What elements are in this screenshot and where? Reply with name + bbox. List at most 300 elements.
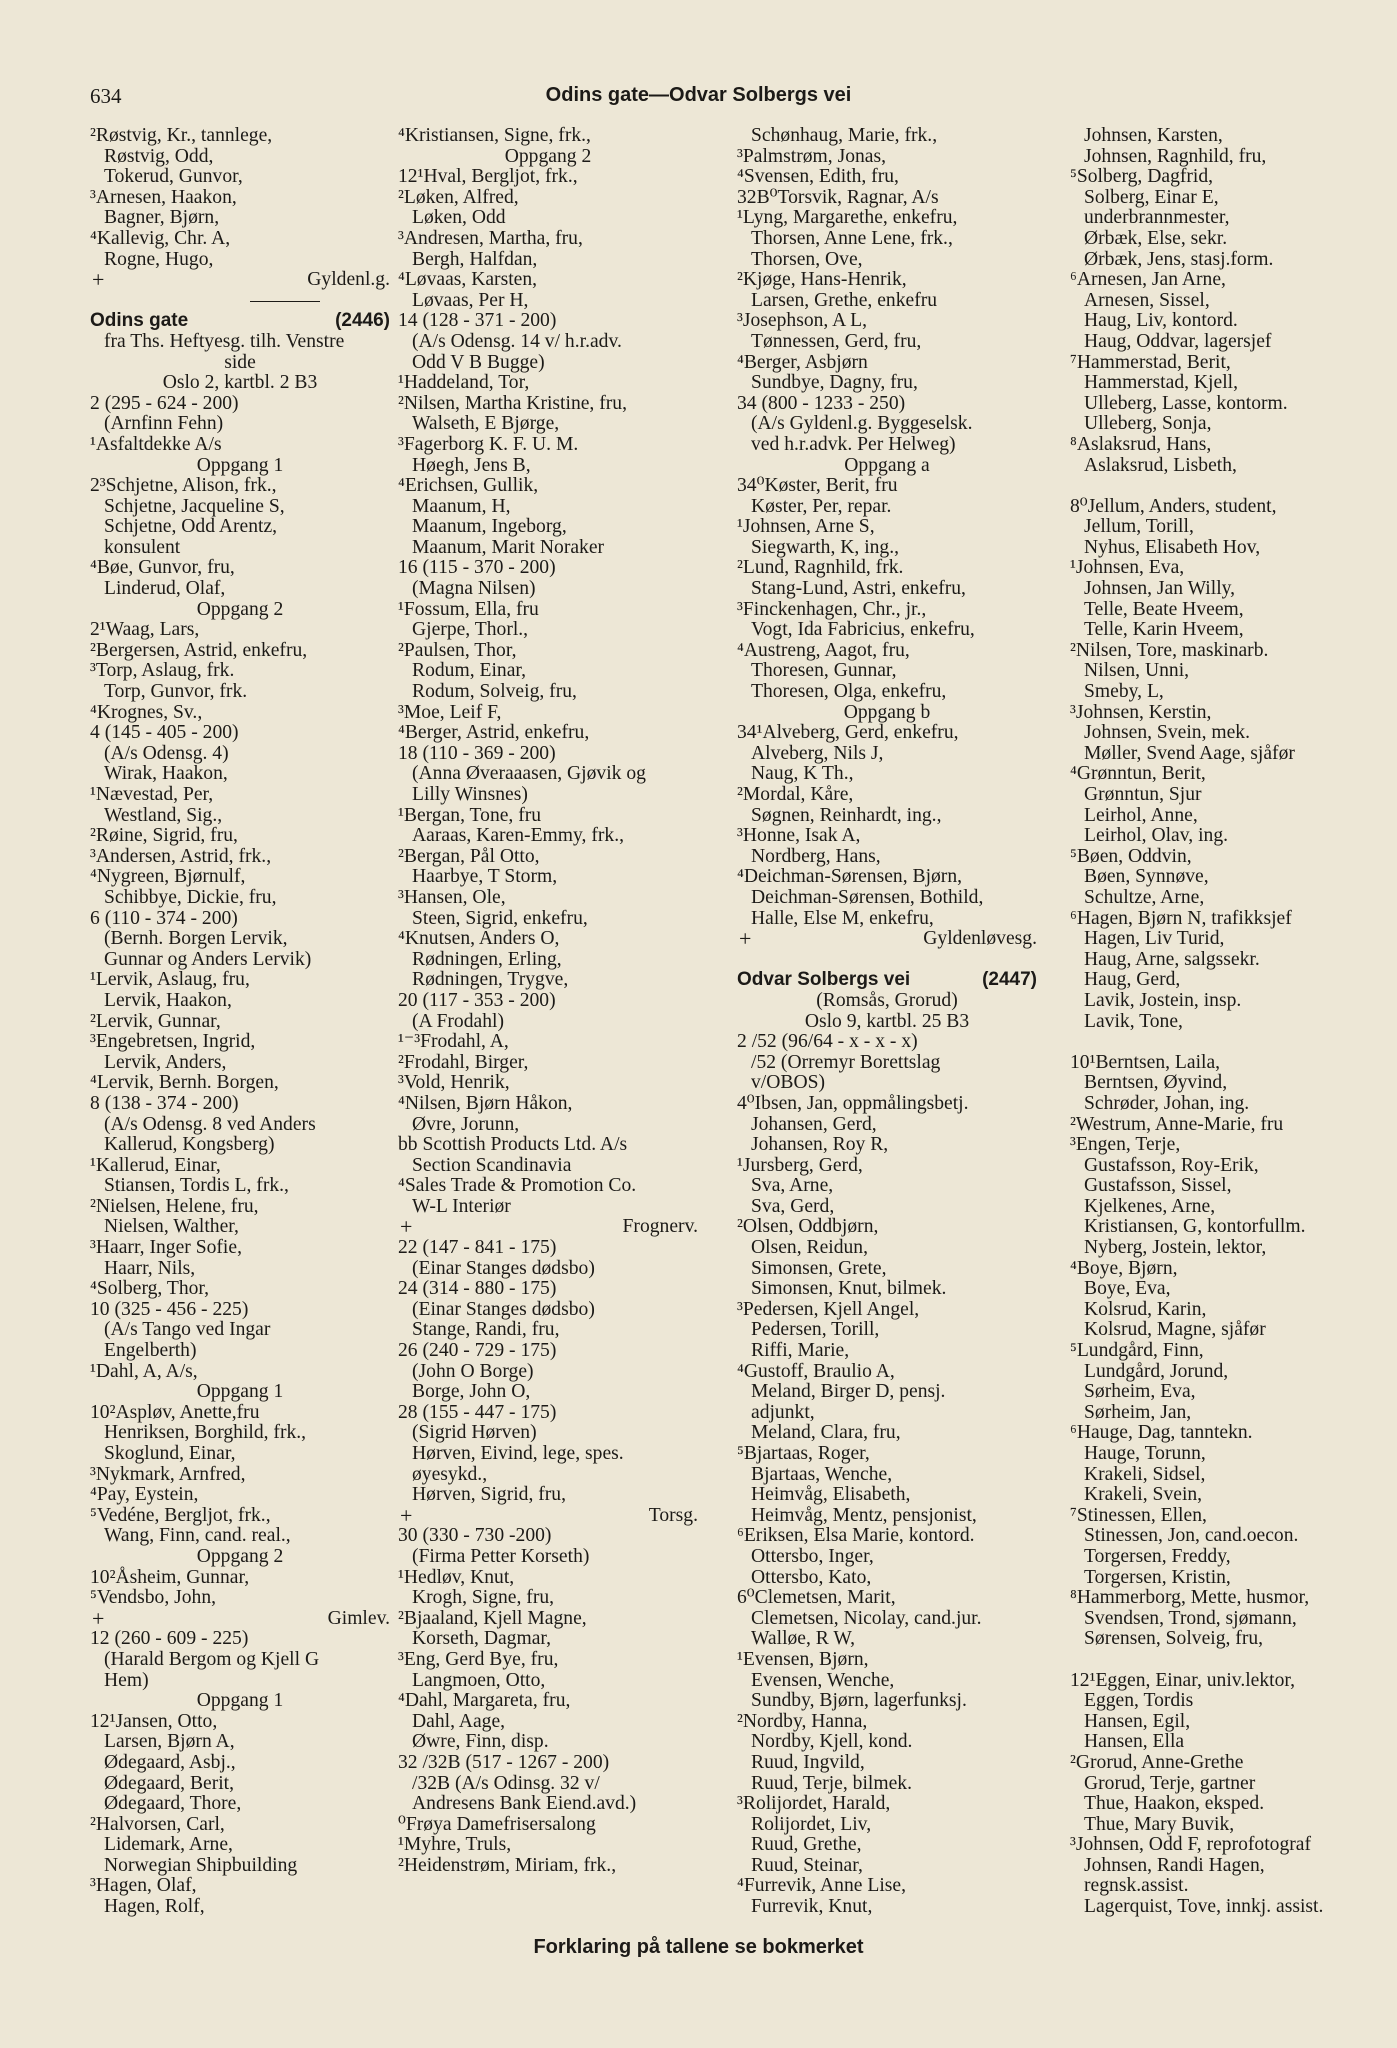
directory-entry: ⁵Solberg, Dagfrid,	[1070, 166, 1214, 188]
directory-entry: Bergh, Halfdan,	[412, 248, 538, 270]
directory-entry: Heimvåg, Mentz, pensjonist,	[751, 1504, 977, 1526]
directory-entry: ⁴Kristiansen, Signe, frk.,	[398, 125, 591, 146]
section-label: Oslo 9, kartbl. 25 B3	[804, 1010, 970, 1032]
directory-entry: Rodum, Einar,	[412, 660, 527, 682]
directory-entry: ⁴Bøe, Gunvor, fru,	[90, 557, 235, 579]
directory-entry: Kolsrud, Karin,	[1084, 1298, 1207, 1320]
directory-entry: bb Scottish Products Ltd. A/s	[398, 1134, 628, 1156]
directory-entry: 10¹Berntsen, Laila,	[1070, 1051, 1221, 1073]
directory-entry: ⁴Nilsen, Bjørn Håkon,	[398, 1092, 573, 1114]
directory-entry: Johnsen, Randi Hagen,	[1084, 1854, 1265, 1876]
directory-entry: Bøen, Synnøve,	[1084, 866, 1209, 888]
directory-entry: ⁴Boye, Bjørn,	[1070, 1257, 1178, 1279]
directory-entry: ²Olsen, Oddbjørn,	[737, 1216, 879, 1238]
cross-street	[398, 1502, 698, 1528]
directory-entry: Ruud, Grethe,	[751, 1834, 862, 1856]
directory-entry: ²Røine, Sigrid, fru,	[90, 825, 238, 847]
cross-street	[737, 926, 1037, 952]
directory-entry: ²Nilsen, Martha Kristine, fru,	[398, 392, 627, 414]
directory-entry: Westland, Sig.,	[104, 804, 223, 826]
directory-entry: ³Pedersen, Kjell Angel,	[737, 1298, 920, 1320]
directory-entry: Grorud, Terje, gartner	[1084, 1772, 1256, 1794]
directory-entry: ²Lund, Ragnhild, frk.	[737, 557, 904, 579]
directory-entry: ⁴Krognes, Sv.,	[90, 701, 203, 723]
directory-entry: Thoresen, Gunnar,	[751, 660, 897, 682]
directory-entry: Maanum, H,	[412, 495, 511, 517]
directory-entry: Ulleberg, Sonja,	[1084, 413, 1212, 435]
directory-entry: Borge, John O,	[412, 1381, 531, 1403]
cross-street	[90, 267, 390, 293]
directory-entry: ⁴Lervik, Bernh. Borgen,	[90, 1072, 279, 1094]
directory-entry: (Einar Stanges dødsbo)	[412, 1257, 595, 1279]
street-heading	[737, 970, 1037, 991]
spacer	[1070, 476, 1370, 497]
directory-entry: 24 (314 - 880 - 175)	[398, 1278, 557, 1300]
directory-entry: Engelberth)	[104, 1340, 197, 1362]
directory-entry: ¹Nævestad, Per,	[90, 784, 214, 805]
directory-entry: Hørven, Sigrid, fru,	[412, 1484, 567, 1506]
directory-entry: Haug, Liv, kontord.	[1084, 310, 1238, 332]
cross-street-name: Gimlev.	[327, 1607, 390, 1629]
directory-entry: Section Scandinavia	[412, 1154, 572, 1176]
directory-entry: Kristiansen, G, kontorfullm.	[1084, 1216, 1306, 1238]
directory-entry: 12¹Jansen, Otto,	[90, 1710, 218, 1732]
directory-entry: ¹Haddeland, Tor,	[398, 372, 530, 394]
cross-street	[398, 1214, 698, 1240]
section-label: side	[224, 351, 256, 373]
directory-entry: Kallerud, Kongsberg)	[104, 1134, 275, 1156]
directory-entry: Thoresen, Olga, enkefru,	[751, 681, 947, 703]
directory-entry: ²Røstvig, Kr., tannlege,	[90, 125, 273, 146]
directory-entry: Gustafsson, Roy-Erik,	[1084, 1154, 1259, 1176]
running-title: Odins gate—Odvar Solbergs vei	[545, 84, 852, 106]
page-number: 634	[90, 84, 122, 108]
directory-entry: ²Bergan, Pål Otto,	[398, 845, 540, 867]
directory-entry: Sørheim, Eva,	[1084, 1381, 1196, 1403]
directory-entry: ³Nykmark, Arnfred,	[90, 1463, 246, 1485]
directory-entry: Odd V B Bugge)	[412, 351, 545, 373]
directory-entry: Wang, Finn, cand. real.,	[104, 1525, 291, 1547]
directory-entry: ²Halvorsen, Carl,	[90, 1813, 225, 1835]
directory-entry: Stange, Randi, fru,	[412, 1319, 560, 1341]
directory-entry: Rødningen, Trygve,	[412, 969, 569, 991]
directory-entry: (Firma Petter Korseth)	[412, 1545, 590, 1567]
directory-entry: Haarr, Nils,	[104, 1257, 196, 1279]
directory-entry: Thorsen, Ove,	[751, 248, 863, 270]
directory-entry: Leirhol, Anne,	[1084, 804, 1198, 826]
directory-entry: Ruud, Steinar,	[751, 1854, 863, 1876]
directory-entry: Skoglund, Einar,	[104, 1443, 236, 1464]
directory-entry: ¹Lyng, Margarethe, enkefru,	[737, 207, 958, 229]
directory-entry: ⁶Eriksen, Elsa Marie, kontord.	[737, 1525, 975, 1547]
directory-entry: 10²Åsheim, Gunnar,	[90, 1566, 250, 1588]
directory-entry: ³Johnsen, Odd F, reprofotograf	[1070, 1834, 1312, 1856]
directory-entry: Grønntun, Sjur	[1084, 784, 1202, 805]
section-label: Oppgang a	[844, 454, 930, 476]
directory-entry: Thue, Mary Buvik,	[1084, 1813, 1235, 1835]
directory-entry: Solberg, Einar E,	[1084, 186, 1219, 208]
directory-entry: Halle, Else M, enkefru,	[751, 907, 934, 929]
directory-entry: Langmoen, Otto,	[412, 1669, 546, 1691]
directory-entry: Maanum, Marit Noraker	[412, 536, 605, 558]
directory-entry: ¹Lervik, Aslaug, fru,	[90, 969, 250, 991]
directory-entry: ³Andersen, Astrid, frk.,	[90, 845, 272, 867]
directory-entry: (A Frodahl)	[412, 1010, 504, 1032]
directory-entry: Smeby, L,	[1084, 681, 1164, 703]
section-label: Oslo 2, kartbl. 2 B3	[162, 372, 318, 394]
directory-entry: Nyberg, Jostein, lektor,	[1084, 1237, 1267, 1259]
directory-entry: Maanum, Ingeborg,	[412, 516, 567, 538]
cross-street-name: Gyldenløvesg.	[923, 928, 1037, 950]
directory-entry: /52 (Orremyr Borettslag	[751, 1051, 941, 1073]
directory-entry: 18 (110 - 369 - 200)	[398, 742, 556, 764]
directory-entry: (Harald Bergom og Kjell G	[104, 1648, 320, 1670]
directory-entry: Lavik, Tone,	[1084, 1010, 1183, 1032]
directory-entry: Torp, Gunvor, frk.	[104, 681, 248, 703]
directory-entry: ³Rolijordet, Harald,	[737, 1793, 891, 1815]
directory-entry: /32B (A/s Odinsg. 32 v/	[412, 1772, 600, 1794]
directory-entry: Steen, Sigrid, enkefru,	[412, 907, 588, 929]
directory-entry: ⁵Bøen, Oddvin,	[1070, 845, 1192, 867]
directory-entry: ¹Jursberg, Gerd,	[737, 1154, 863, 1176]
directory-entry: ¹⁻³Frodahl, A,	[398, 1031, 509, 1053]
directory-entry: Hammerstad, Kjell,	[1084, 372, 1238, 394]
directory-entry: Olsen, Reidun,	[751, 1237, 869, 1259]
column-2	[398, 126, 698, 1876]
street-heading	[90, 311, 390, 332]
directory-entry: Sva, Gerd,	[751, 1195, 835, 1217]
directory-entry: Hagen, Liv Turid,	[1084, 928, 1225, 950]
directory-entry: Aaraas, Karen-Emmy, frk.,	[412, 825, 624, 847]
directory-entry: ⁴Austreng, Aagot, fru,	[737, 639, 910, 661]
directory-entry: regnsk.assist.	[1084, 1875, 1189, 1897]
directory-entry: Høegh, Jens B,	[412, 454, 531, 476]
directory-entry: ⁰Frøya Damefrisersalong	[398, 1813, 596, 1835]
directory-entry: Sva, Arne,	[751, 1175, 834, 1197]
directory-entry: ¹Johnsen, Eva,	[1070, 557, 1185, 579]
directory-entry: ⁵Vendsbo, John,	[90, 1587, 217, 1609]
directory-entry: ³Andresen, Martha, fru,	[398, 227, 583, 249]
directory-entry: Schultze, Arne,	[1084, 886, 1205, 908]
directory-entry: ⁶Hagen, Bjørn N, trafikksjef	[1070, 907, 1292, 929]
directory-entry: Telle, Beate Hveem,	[1084, 598, 1244, 620]
street-name: Odvar Solbergs vei	[737, 969, 911, 991]
directory-entry: Øvre, Jorunn,	[412, 1113, 520, 1135]
column-1	[90, 126, 390, 1918]
directory-entry: ⁴Løvaas, Karsten,	[398, 269, 538, 291]
directory-entry: ⁷Stinessen, Ellen,	[1070, 1504, 1207, 1526]
directory-entry: ³Finckenhagen, Chr., jr.,	[737, 598, 927, 620]
directory-entry: Bagner, Bjørn,	[104, 207, 220, 229]
cross-street-marker-icon: +	[92, 1605, 105, 1631]
directory-entry: Clemetsen, Nicolay, cand.jur.	[751, 1607, 982, 1629]
directory-entry: ³Engebretsen, Ingrid,	[90, 1031, 256, 1053]
directory-entry: (A/s Odensg. 8 ved Anders	[104, 1113, 316, 1135]
directory-entry: Gjerpe, Thorl.,	[412, 619, 529, 641]
directory-entry: adjunkt,	[751, 1401, 815, 1423]
directory-entry: Ødegaard, Asbj.,	[104, 1751, 236, 1773]
directory-entry: Øwre, Finn, disp.	[412, 1731, 549, 1753]
section-label: (Romsås, Grorud)	[816, 989, 958, 1011]
directory-entry: (Einar Stanges dødsbo)	[412, 1298, 595, 1320]
directory-entry: Ulleberg, Lasse, kontorm.	[1084, 392, 1288, 414]
directory-entry: Simonsen, Knut, bilmek.	[751, 1278, 947, 1300]
directory-entry: 14 (128 - 371 - 200)	[398, 310, 557, 332]
directory-entry: ¹Kallerud, Einar,	[90, 1154, 221, 1176]
directory-entry: Sørheim, Jan,	[1084, 1401, 1192, 1423]
directory-entry: Tokerud, Gunvor,	[104, 166, 243, 188]
directory-entry: Thue, Haakon, eksped.	[1084, 1793, 1265, 1815]
directory-entry: ³Johnsen, Kerstin,	[1070, 701, 1212, 723]
directory-entry: (Arnfinn Fehn)	[104, 413, 224, 435]
directory-entry: Korseth, Dagmar,	[412, 1628, 552, 1650]
directory-entry: (John O Borge)	[412, 1360, 534, 1382]
cross-street-name: Gyldenl.g.	[307, 269, 390, 291]
directory-entry: 2¹Waag, Lars,	[90, 619, 200, 641]
directory-entry: 4 (145 - 405 - 200)	[90, 722, 239, 744]
directory-entry: 10²Aspløv, Anette,fru	[90, 1401, 260, 1423]
cross-street-marker-icon: +	[400, 1214, 413, 1240]
section-label: Oppgang 2	[504, 145, 592, 167]
directory-entry: Telle, Karin Hveem,	[1084, 619, 1244, 641]
directory-entry: underbrannmester,	[1084, 207, 1230, 229]
directory-entry: Johnsen, Svein, mek.	[1084, 722, 1250, 744]
directory-entry: W-L Interiør	[412, 1195, 511, 1217]
directory-entry: Gunnar og Anders Lervik)	[104, 948, 312, 970]
directory-entry: ²Frodahl, Birger,	[398, 1051, 529, 1073]
divider	[90, 291, 390, 312]
directory-entry: Walløe, R W,	[751, 1628, 856, 1650]
directory-entry: ⁶Hauge, Dag, tanntekn.	[1070, 1422, 1253, 1444]
directory-entry: ⁴Deichman-Sørensen, Bjørn,	[737, 866, 963, 888]
directory-entry: Evensen, Wenche,	[751, 1669, 895, 1691]
directory-entry: Alveberg, Nils J,	[751, 742, 884, 764]
directory-entry: ³Torp, Aslaug, frk.	[90, 660, 235, 682]
column-4	[1070, 126, 1370, 1918]
directory-entry: Haug, Gerd,	[1084, 969, 1181, 991]
section-label: Oppgang 1	[196, 454, 284, 476]
directory-entry: 12¹Eggen, Einar, univ.lektor,	[1070, 1669, 1296, 1691]
directory-entry: 2³Schjetne, Alison, frk.,	[90, 475, 277, 497]
directory-entry: ³Honne, Isak A,	[737, 825, 861, 847]
directory-entry: 8⁰Jellum, Anders, student,	[1070, 495, 1277, 517]
directory-entry: Lagerquist, Tove, innkj. assist.	[1084, 1896, 1324, 1918]
directory-columns	[90, 126, 1375, 1926]
directory-entry: ³Vold, Henrik,	[398, 1072, 510, 1094]
directory-entry: ⁴Solberg, Thor,	[90, 1278, 210, 1300]
directory-entry: Ottersbo, Kato,	[751, 1566, 872, 1588]
spacer	[1070, 1032, 1370, 1053]
directory-entry: Nielsen, Walther,	[104, 1216, 239, 1238]
directory-entry: Ødegaard, Berit,	[104, 1772, 235, 1794]
cross-street-name: Torsg.	[648, 1504, 698, 1526]
directory-entry: Hagen, Rolf,	[104, 1896, 205, 1918]
directory-entry: Svendsen, Trond, sjømann,	[1084, 1607, 1297, 1629]
section-label: Oppgang 1	[196, 1381, 284, 1403]
directory-entry: Ruud, Terje, bilmek.	[751, 1772, 912, 1794]
directory-entry: Johansen, Roy R,	[751, 1134, 889, 1156]
directory-entry: Meland, Clara, fru,	[751, 1422, 901, 1444]
directory-entry: Nordberg, Hans,	[751, 845, 881, 867]
directory-entry: Tønnessen, Gerd, fru,	[751, 330, 922, 352]
directory-entry: Leirhol, Olav, ing.	[1084, 825, 1229, 847]
cross-street-marker-icon: +	[400, 1502, 413, 1528]
directory-entry: Lavik, Jostein, insp.	[1084, 989, 1242, 1011]
directory-entry: Schjetne, Jacqueline S,	[104, 495, 285, 517]
directory-entry: (A/s Tango ved Ingar	[104, 1319, 271, 1341]
directory-entry: ³Engen, Terje,	[1070, 1134, 1181, 1156]
directory-entry: Schjetne, Odd Arentz,	[104, 516, 278, 538]
directory-entry: Løken, Odd	[412, 207, 506, 229]
directory-entry: konsulent	[104, 536, 181, 558]
street-number: (2447)	[982, 969, 1037, 991]
cross-street-name: Frognerv.	[622, 1216, 698, 1238]
directory-entry: Hørven, Eivind, lege, spes.	[412, 1443, 624, 1464]
directory-entry: Johansen, Gerd,	[751, 1113, 877, 1135]
directory-entry: ⁸Aslaksrud, Hans,	[1070, 433, 1212, 455]
directory-entry: Torgersen, Freddy,	[1084, 1545, 1231, 1567]
directory-entry: Lervik, Haakon,	[104, 989, 232, 1011]
directory-entry: Johnsen, Ragnhild, fru,	[1084, 145, 1267, 167]
directory-entry: Torgersen, Kristin,	[1084, 1566, 1231, 1588]
directory-entry: 12 (260 - 609 - 225)	[90, 1628, 249, 1650]
section-label: Oppgang 2	[196, 1545, 284, 1567]
directory-entry: øyesykd.,	[412, 1463, 488, 1485]
directory-entry: Gustafsson, Sissel,	[1084, 1175, 1232, 1197]
directory-entry: ³Hagen, Olaf,	[90, 1875, 197, 1897]
directory-entry: Wirak, Haakon,	[104, 763, 228, 785]
directory-entry: Hem)	[104, 1669, 149, 1691]
directory-entry: ved h.r.advk. Per Helweg)	[751, 433, 956, 455]
directory-entry: (Anna Øveraaasen, Gjøvik og	[412, 763, 646, 785]
directory-entry: (Bernh. Borgen Lervik,	[104, 928, 288, 950]
directory-entry: ⁴Knutsen, Anders O,	[398, 928, 560, 950]
directory-entry: Boye, Eva,	[1084, 1278, 1171, 1300]
page-header	[0, 84, 1397, 116]
directory-entry: Lidemark, Arne,	[104, 1834, 233, 1856]
directory-entry: Ruud, Ingvild,	[751, 1751, 865, 1773]
directory-entry: ⁴Berger, Astrid, enkefru,	[398, 722, 590, 744]
directory-entry: Johnsen, Jan Willy,	[1084, 578, 1236, 600]
directory-entry: ⁴Kallevig, Chr. A,	[90, 227, 231, 249]
directory-entry: ²Lervik, Gunnar,	[90, 1010, 221, 1032]
directory-entry: Hansen, Egil,	[1084, 1710, 1191, 1732]
directory-entry: Løvaas, Per H,	[412, 289, 529, 311]
directory-entry: (A/s Odensg. 14 v/ h.r.adv.	[412, 330, 622, 352]
street-name: Odins gate	[90, 310, 189, 332]
directory-entry: 34⁰Køster, Berit, fru	[737, 475, 898, 497]
directory-entry: Stinessen, Jon, cand.oecon.	[1084, 1525, 1299, 1547]
directory-entry: (A/s Odensg. 4)	[104, 742, 229, 764]
directory-entry: 4⁰Ibsen, Jan, oppmålingsbetj.	[737, 1092, 969, 1114]
directory-entry: Kjelkenes, Arne,	[1084, 1195, 1216, 1217]
directory-entry: 22 (147 - 841 - 175)	[398, 1237, 557, 1259]
directory-entry: fra Ths. Heftyesg. tilh. Venstre	[104, 330, 345, 352]
directory-entry: ¹Fossum, Ella, fru	[398, 598, 539, 620]
directory-entry: Køster, Per, repar.	[751, 495, 892, 517]
directory-entry: 34¹Alveberg, Gerd, enkefru,	[737, 722, 959, 744]
directory-entry: ¹Myhre, Truls,	[398, 1834, 512, 1856]
directory-entry: Stang-Lund, Astri, enkefru,	[751, 578, 966, 600]
directory-entry: Schønhaug, Marie, frk.,	[751, 125, 938, 146]
directory-entry: 8 (138 - 374 - 200)	[90, 1092, 239, 1114]
directory-entry: Rolijordet, Liv,	[751, 1813, 872, 1835]
directory-entry: Walseth, E Bjørge,	[412, 413, 560, 435]
directory-entry: Schrøder, Johan, ing.	[1084, 1092, 1250, 1114]
directory-entry: 16 (115 - 370 - 200)	[398, 557, 556, 579]
directory-entry: Larsen, Grethe, enkefru	[751, 289, 938, 311]
directory-entry: ³Palmstrøm, Jonas,	[737, 145, 887, 167]
directory-entry: ²Løken, Alfred,	[398, 186, 519, 208]
directory-entry: Sørensen, Solveig, fru,	[1084, 1628, 1264, 1650]
directory-entry: Ødegaard, Thore,	[104, 1793, 242, 1815]
directory-entry: ²Kjøge, Hans-Henrik,	[737, 269, 907, 291]
directory-entry: ²Grorud, Anne-Grethe	[1070, 1751, 1244, 1773]
directory-entry: ²Heidenstrøm, Miriam, frk.,	[398, 1854, 617, 1876]
directory-entry: Hansen, Ella	[1084, 1731, 1185, 1753]
directory-entry: 28 (155 - 447 - 175)	[398, 1401, 557, 1423]
directory-entry: ⁴Gustoff, Braulio A,	[737, 1360, 895, 1382]
directory-entry: Nilsen, Unni,	[1084, 660, 1190, 682]
directory-entry: 32 /32B (517 - 1267 - 200)	[398, 1751, 610, 1773]
directory-entry: Pedersen, Torill,	[751, 1319, 880, 1341]
directory-entry: ²Westrum, Anne-Marie, fru	[1070, 1113, 1284, 1135]
directory-entry: Naug, K Th.,	[751, 763, 854, 785]
directory-entry: ³Arnesen, Haakon,	[90, 186, 237, 208]
directory-entry: Lilly Winsnes)	[412, 784, 528, 805]
directory-entry: Linderud, Olaf,	[104, 578, 226, 600]
directory-entry: Krakeli, Sidsel,	[1084, 1463, 1206, 1485]
directory-entry: 6 (110 - 374 - 200)	[90, 907, 238, 929]
directory-entry: Vogt, Ida Fabricius, enkefru,	[751, 619, 975, 641]
directory-entry: ²Nordby, Hanna,	[737, 1710, 868, 1732]
directory-entry: Ørbæk, Jens, stasj.form.	[1084, 248, 1274, 270]
directory-entry: Larsen, Bjørn A,	[104, 1731, 235, 1753]
directory-entry: ⁴Pay, Eystein,	[90, 1484, 199, 1506]
directory-entry: Krakeli, Svein,	[1084, 1484, 1203, 1506]
directory-entry: Andresens Bank Eiend.avd.)	[412, 1793, 637, 1815]
directory-entry: Rodum, Solveig, fru,	[412, 681, 577, 703]
directory-entry: Simonsen, Grete,	[751, 1257, 887, 1279]
cross-street	[90, 1605, 390, 1631]
directory-entry: 20 (117 - 353 - 200)	[398, 989, 556, 1011]
directory-entry: ³Moe, Leif F,	[398, 701, 502, 723]
directory-entry: ³Fagerborg K. F. U. M.	[398, 433, 579, 455]
directory-entry: ²Bergersen, Astrid, enkefru,	[90, 639, 308, 661]
directory-entry: Schibbye, Dickie, fru,	[104, 886, 277, 908]
directory-entry: ¹Bergan, Tone, fru	[398, 804, 542, 826]
directory-entry: Bjartaas, Wenche,	[751, 1463, 893, 1485]
directory-entry: Thorsen, Anne Lene, frk.,	[751, 227, 953, 249]
directory-entry: ⁴Furrevik, Anne Lise,	[737, 1875, 906, 1897]
directory-entry: 30 (330 - 730 -200)	[398, 1525, 552, 1547]
directory-entry: (Sigrid Hørven)	[412, 1422, 537, 1444]
directory-entry: 32B⁰Torsvik, Ragnar, A/s	[737, 186, 939, 208]
directory-entry: 26 (240 - 729 - 175)	[398, 1340, 557, 1362]
directory-entry: Hauge, Torunn,	[1084, 1443, 1206, 1464]
directory-entry: 2 /52 (96/64 - x - x - x)	[737, 1031, 918, 1053]
directory-entry: ²Nielsen, Helene, fru,	[90, 1195, 259, 1217]
directory-entry: Rogne, Hugo,	[104, 248, 214, 270]
street-number: (2446)	[335, 310, 390, 332]
directory-entry: Arnesen, Sissel,	[1084, 289, 1210, 311]
directory-entry: Deichman-Sørensen, Bothild,	[751, 886, 984, 908]
cross-street-marker-icon: +	[92, 267, 105, 293]
directory-entry: Heimvåg, Elisabeth,	[751, 1484, 911, 1506]
directory-entry: 2 (295 - 624 - 200)	[90, 392, 239, 414]
directory-entry: Nyhus, Elisabeth Hov,	[1084, 536, 1261, 558]
directory-entry: Røstvig, Odd,	[104, 145, 214, 167]
